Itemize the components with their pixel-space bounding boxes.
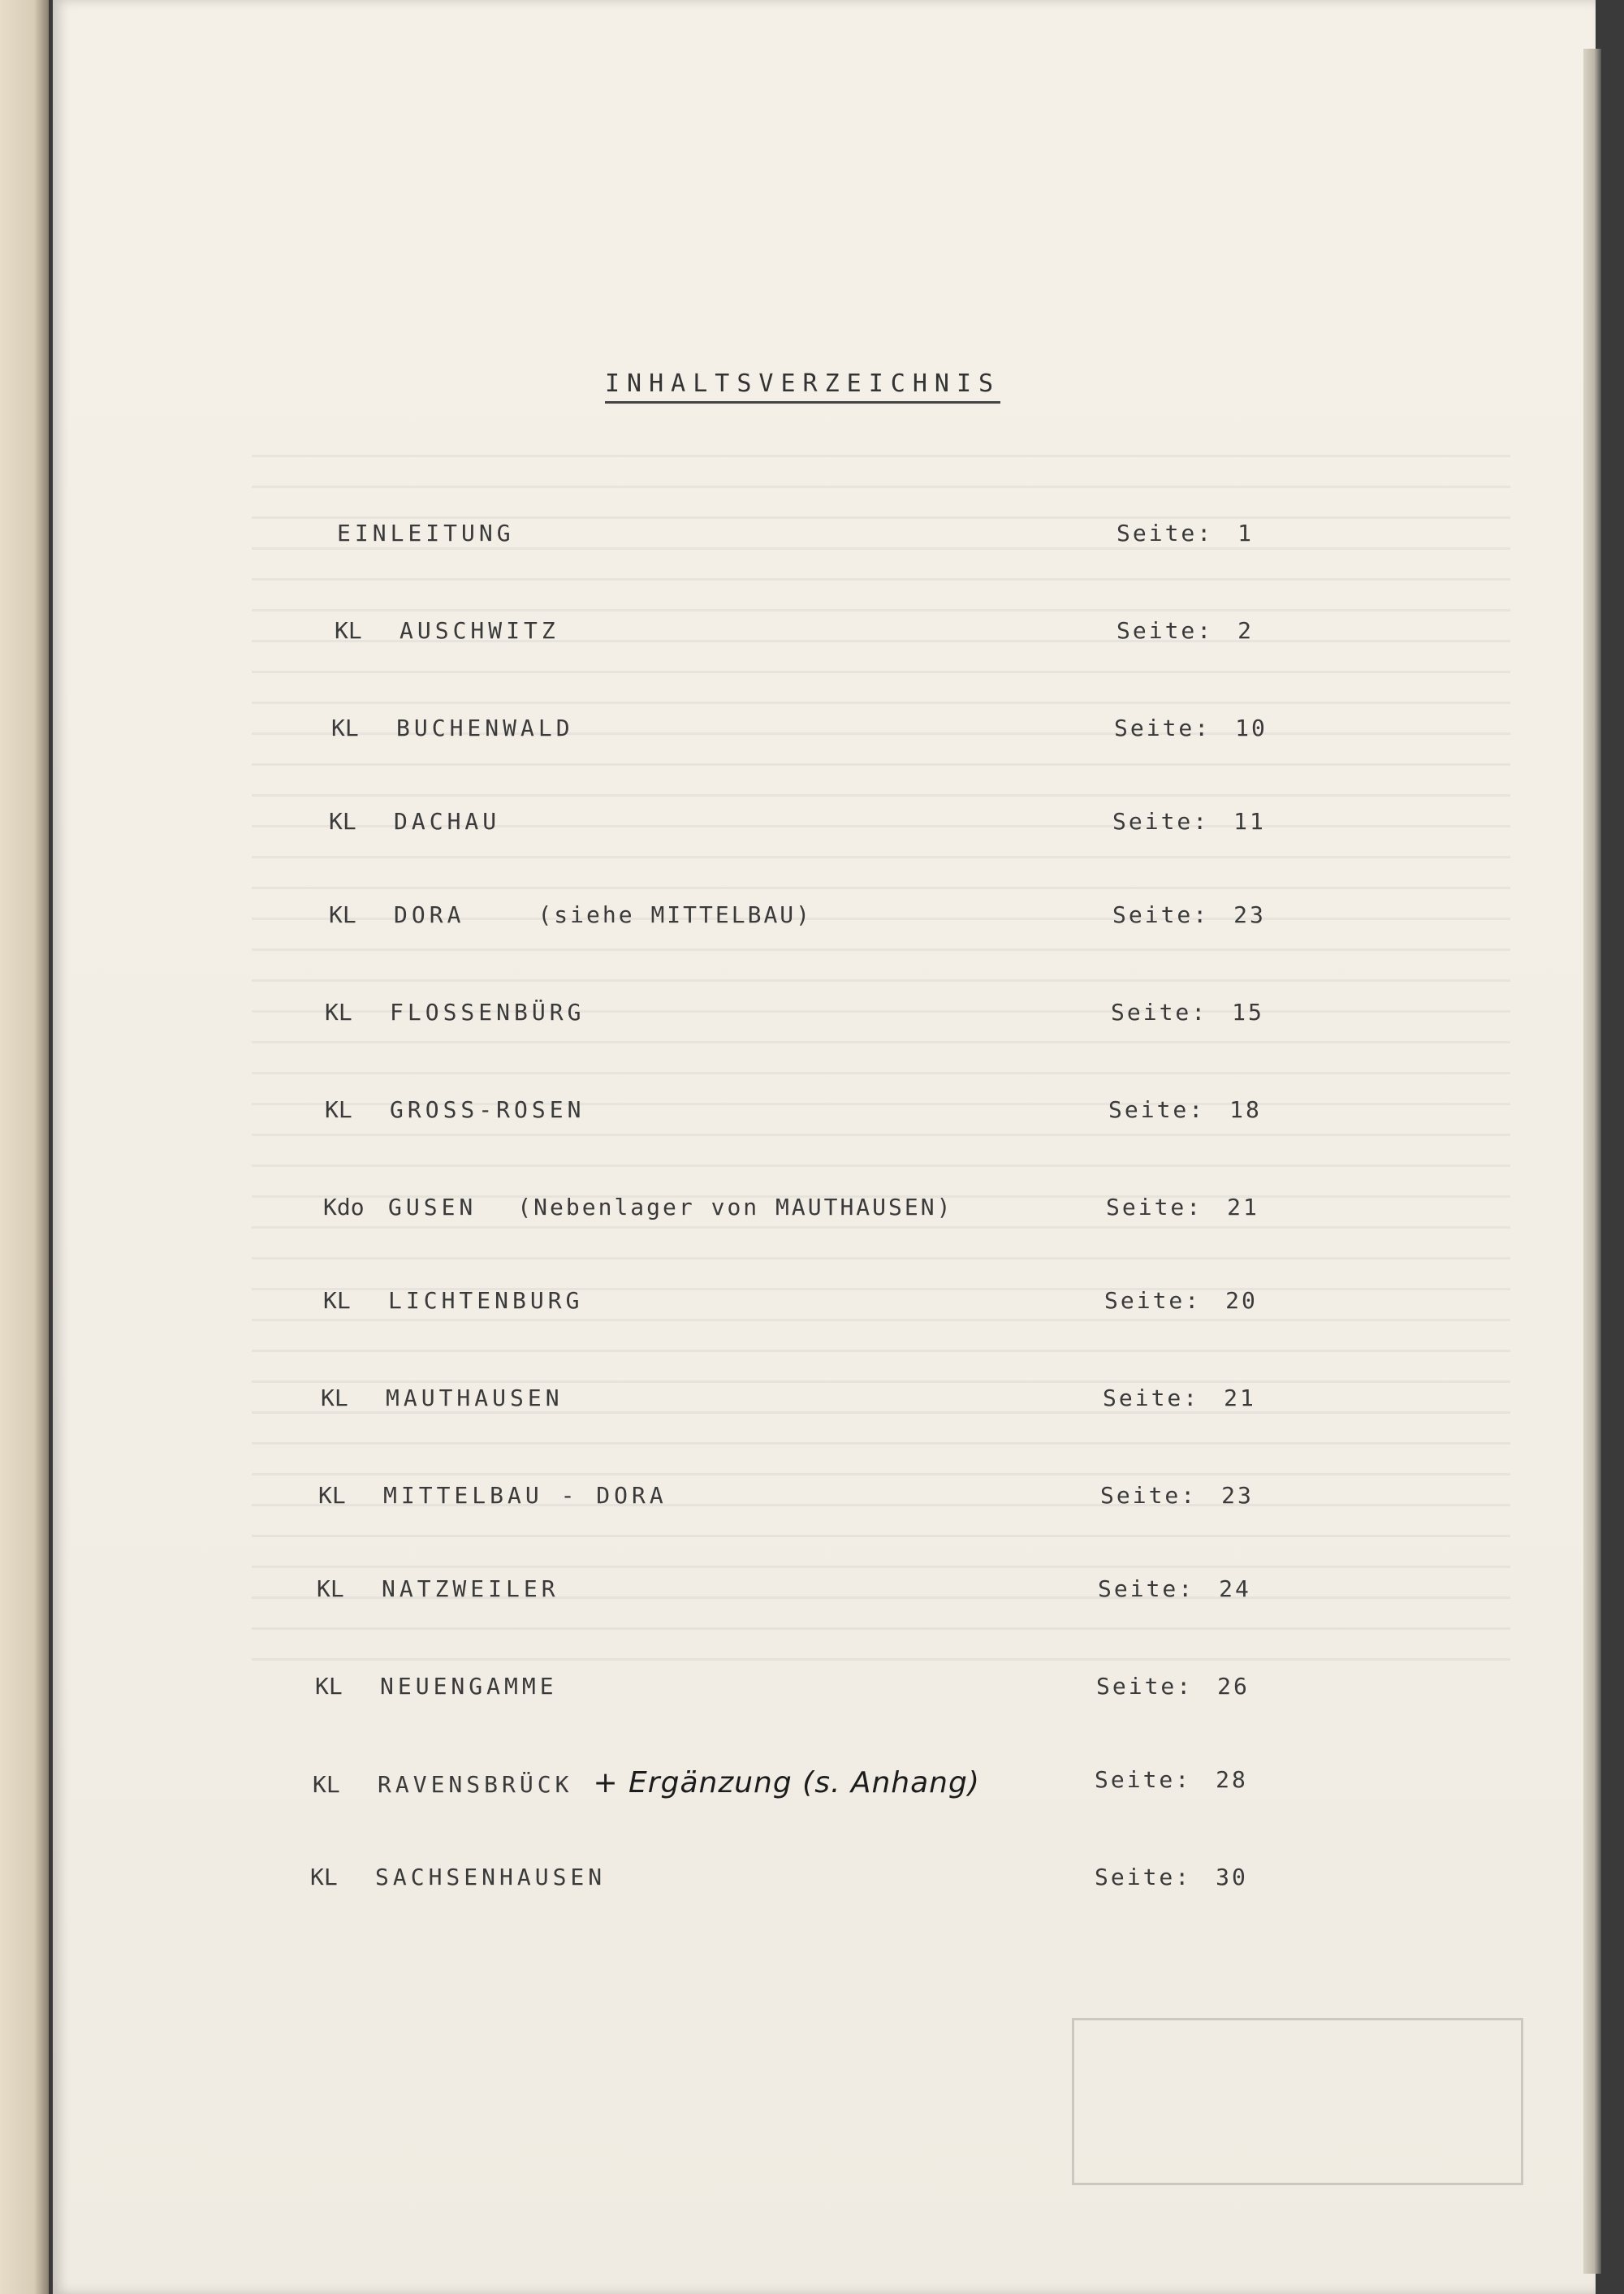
document-page [53, 0, 1596, 2294]
toc-entry-prefix: KL [315, 1673, 343, 1700]
toc-row [0, 1766, 1543, 1815]
toc-row [0, 808, 1543, 857]
toc-row [0, 999, 1543, 1048]
page-number: 28 [1216, 1766, 1248, 1793]
page-label: Seite: [1106, 1194, 1203, 1220]
toc-entry-name: MAUTHAUSEN [386, 1385, 564, 1411]
page-number: 23 [1233, 901, 1266, 928]
toc-entry-prefix: KL [323, 1287, 351, 1314]
toc-row [0, 1096, 1543, 1145]
page-label: Seite: [1112, 901, 1210, 928]
toc-entry-name: DACHAU [394, 808, 501, 835]
toc-entry-prefix: KL [325, 999, 352, 1026]
toc-entry-note: (Nebenlager von MAUTHAUSEN) [517, 1194, 953, 1220]
page-label: Seite: [1111, 999, 1208, 1026]
page-number: 11 [1233, 808, 1266, 835]
toc-entry-prefix: KL [321, 1385, 348, 1411]
page-label: Seite: [1112, 808, 1210, 835]
toc-row [0, 1482, 1543, 1531]
toc-entry-prefix: KL [329, 808, 356, 835]
page-label: Seite: [1116, 520, 1214, 546]
book-binding [0, 0, 49, 2294]
toc-entry-name: LICHTENBURG [388, 1287, 584, 1314]
page-number: 2 [1237, 617, 1255, 644]
toc-entry-name: BUCHENWALD [396, 715, 574, 741]
toc-row [0, 617, 1543, 666]
page-number: 21 [1227, 1194, 1259, 1220]
toc-entry-prefix: KL [329, 901, 356, 928]
toc-entry-name: RAVENSBRÜCK [378, 1771, 573, 1798]
toc-entry-name: GUSEN [388, 1194, 477, 1220]
toc-entry-prefix: KL [335, 617, 362, 644]
page-number: 18 [1229, 1096, 1262, 1123]
page-number: 10 [1235, 715, 1268, 741]
toc-entry-name: NEUENGAMME [380, 1673, 558, 1700]
page-label: Seite: [1108, 1096, 1206, 1123]
toc-row [0, 1673, 1543, 1722]
toc-row [0, 901, 1543, 950]
toc-row [0, 520, 1543, 568]
toc-entry-note: (siehe MITTELBAU) [538, 901, 813, 928]
handwritten-annotation: + Ergänzung (s. Anhang) [593, 1766, 980, 1799]
toc-entry-prefix: KL [331, 715, 359, 741]
page-label: Seite: [1098, 1575, 1195, 1602]
page-label: Seite: [1095, 1766, 1192, 1793]
toc-row [0, 1385, 1543, 1433]
page-edge [1583, 49, 1601, 2274]
toc-row [0, 1194, 1543, 1242]
faded-stamp [1072, 2018, 1523, 2185]
page-label: Seite: [1100, 1482, 1198, 1509]
toc-entry-name: MITTELBAU - DORA [383, 1482, 667, 1509]
toc-row [0, 1864, 1543, 1912]
page-number: 15 [1232, 999, 1264, 1026]
page-label: Seite: [1116, 617, 1214, 644]
toc-entry-name: AUSCHWITZ [400, 617, 559, 644]
page-number: 23 [1221, 1482, 1254, 1509]
toc-entry-prefix: KL [318, 1482, 346, 1509]
toc-entry-name: FLOSSENBÜRG [390, 999, 585, 1026]
page-number: 30 [1216, 1864, 1248, 1890]
toc-entry-prefix: Kdo [323, 1194, 365, 1220]
toc-entry-name: NATZWEILER [382, 1575, 559, 1602]
page-label: Seite: [1114, 715, 1212, 741]
toc-entry-name: SACHSENHAUSEN [375, 1864, 607, 1890]
page-number: 1 [1237, 520, 1255, 546]
toc-entry-prefix: KL [313, 1771, 340, 1798]
page-number: 26 [1217, 1673, 1250, 1700]
page-label: Seite: [1104, 1287, 1202, 1314]
toc-entry-name: EINLEITUNG [337, 520, 515, 546]
page-label: Seite: [1096, 1673, 1194, 1700]
page-label: Seite: [1103, 1385, 1200, 1411]
page-label: Seite: [1095, 1864, 1192, 1890]
page-number: 20 [1225, 1287, 1258, 1314]
page-title: INHALTSVERZEICHNIS [605, 369, 1000, 404]
toc-entry-name: DORA [394, 901, 465, 928]
toc-row [0, 715, 1543, 763]
page-number: 21 [1224, 1385, 1256, 1411]
toc-entry-prefix: KL [317, 1575, 344, 1602]
toc-entry-prefix: KL [325, 1096, 352, 1123]
toc-entry-prefix: KL [310, 1864, 338, 1890]
toc-entry-name: GROSS-ROSEN [390, 1096, 585, 1123]
toc-row [0, 1575, 1543, 1624]
toc-row [0, 1287, 1543, 1336]
page-number: 24 [1219, 1575, 1251, 1602]
